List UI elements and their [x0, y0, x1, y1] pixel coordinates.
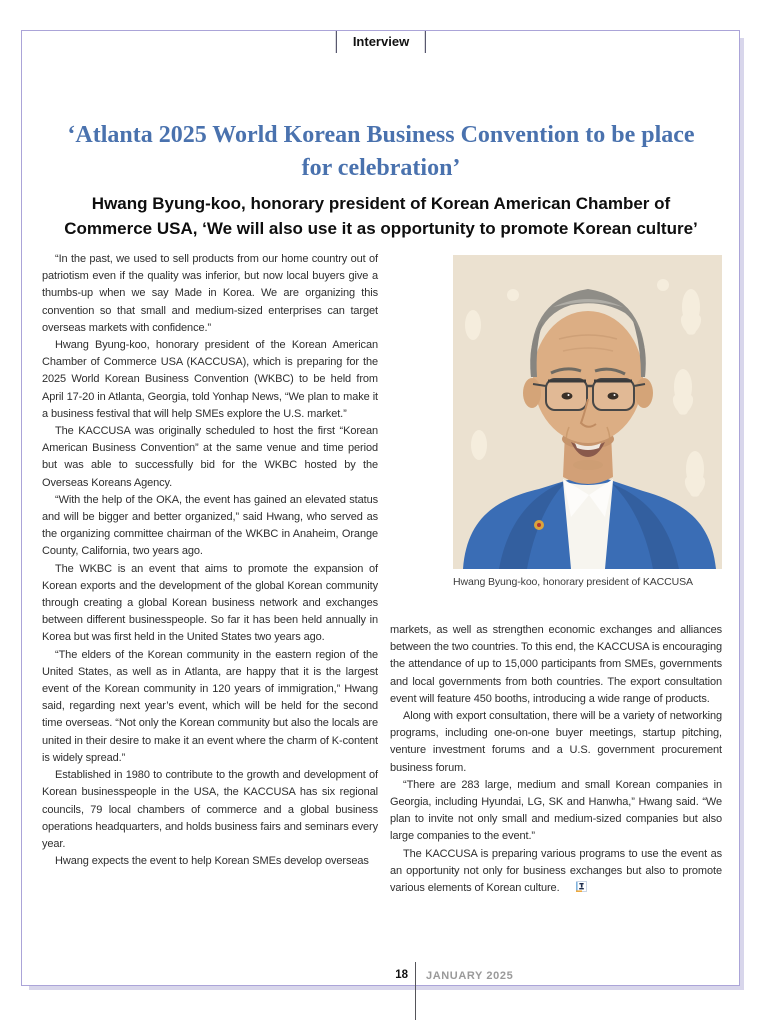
article-title-line1: ‘Atlanta 2025 World Korean Business Convention to be place — [67, 122, 695, 149]
article-title — [31, 119, 731, 185]
article-paragraph: “In the past, we used to sell products from our home country out of patriotism even if the quality was inferior, but now local buyers give a thumbs-up when we say Made in Korea. We are organizing this convention so that small and medium-sized enterprises can target overseas markets with confidence.” — [42, 253, 378, 334]
article-subtitle — [56, 191, 706, 241]
article-subtitle-line2: Commerce USA, ‘We will also use it as opportunity to promote Korean culture’ — [64, 219, 698, 239]
article-paragraph: markets, as well as strengthen economic exchanges and alliances between the two countries. To this end, the KACCUSA is encouraging the attendance of up to 15,000 participants from SMEs, governments and local governments from both countries. The export consultation event will feature 450 booths, introducing a wide range of products. — [390, 624, 722, 705]
issue-date: JANUARY 2025 — [426, 970, 514, 982]
article-paragraph: “With the help of the OKA, the event has gained an elevated status and will be bigger and better organized,” said Hwang, who served as the organizing committee chairman of the WKBC in Anaheim, Orange County, California, two years ago. — [42, 493, 378, 558]
article-paragraph: Hwang Byung-koo, honorary president of the Korean American Chamber of Commerce USA (KACCUSA), which is preparing for the 2025 World Korean Business Convention (WKBC) to be held from April 17-20 in Atlanta, Georgia, told Yonhap News, “We plan to make it a business festival that will help SMEs explore the U.S. market.” — [42, 339, 378, 420]
article-paragraph: The WKBC is an event that aims to promote the expansion of Korean exports and the development of the global Korean community through creating a global Korean business network and exchanges between different businesspeople. So far it has been held annually in Korea but was first held in the United States two years ago. — [42, 562, 378, 644]
article-paragraph-text: The KACCUSA is preparing various programs to use the event as an opportunity not only for business exchanges but also to promote various elements of Korean culture. — [390, 847, 722, 895]
article-paragraph: “There are 283 large, medium and small Korean companies in Georgia, including Hyundai, LG, SK and Hanwha,” Hwang said. “We plan to invite not only small and medium-sized companies but also large companies to the event.” — [390, 778, 722, 843]
page-number: 18 — [395, 969, 408, 981]
right-column-text — [390, 622, 722, 898]
article-paragraph: Hwang expects the event to help Korean SMEs develop overseas — [55, 855, 369, 868]
yonhap-end-mark-icon — [563, 881, 587, 898]
section-label-text: Interview — [352, 34, 410, 49]
article-paragraph: The KACCUSA was originally scheduled to host the first “Korean American Business Convention” at the same venue and time period but was able to successfully bid for the WKBC hosted by the Overseas Koreans Agency. — [42, 425, 378, 489]
article-paragraph: Along with export consultation, there will be a variety of networking programs, including one-on-one buyer meetings, startup pitching, venture investment forums and a U.S. government procurement business forum. — [390, 710, 722, 774]
photo-caption: Hwang Byung-koo, honorary president of KACCUSA — [453, 576, 693, 588]
section-label — [336, 31, 426, 53]
article-title-line2: for celebration’ — [301, 155, 461, 182]
footer-divider-rule — [415, 962, 416, 1020]
right-column — [390, 251, 722, 898]
article-paragraph: Established in 1980 to contribute to the growth and development of Korean businesspeople in the USA, the KACCUSA has six regional councils, 79 local chambers of commerce and a global business operations headquarters, and holds business fairs and seminars every year. — [42, 769, 378, 850]
article-paragraph: “The elders of the Korean community in the eastern region of the United States, as well as in Atlanta, are happy that it is the largest event of the Korean community in 120 years of immigration,” Hwang said, regarding next year’s event, which will be held for the second time overseas. “Not only the Korean community but also the locals are united in their desire to make it an event where the charm of K-content is widely spread.” — [42, 648, 378, 764]
left-column — [42, 251, 378, 870]
article-paragraph — [390, 846, 722, 899]
portrait-photo — [453, 255, 722, 569]
article-subtitle-line1: Hwang Byung-koo, honorary president of Korean American Chamber of — [91, 194, 671, 214]
